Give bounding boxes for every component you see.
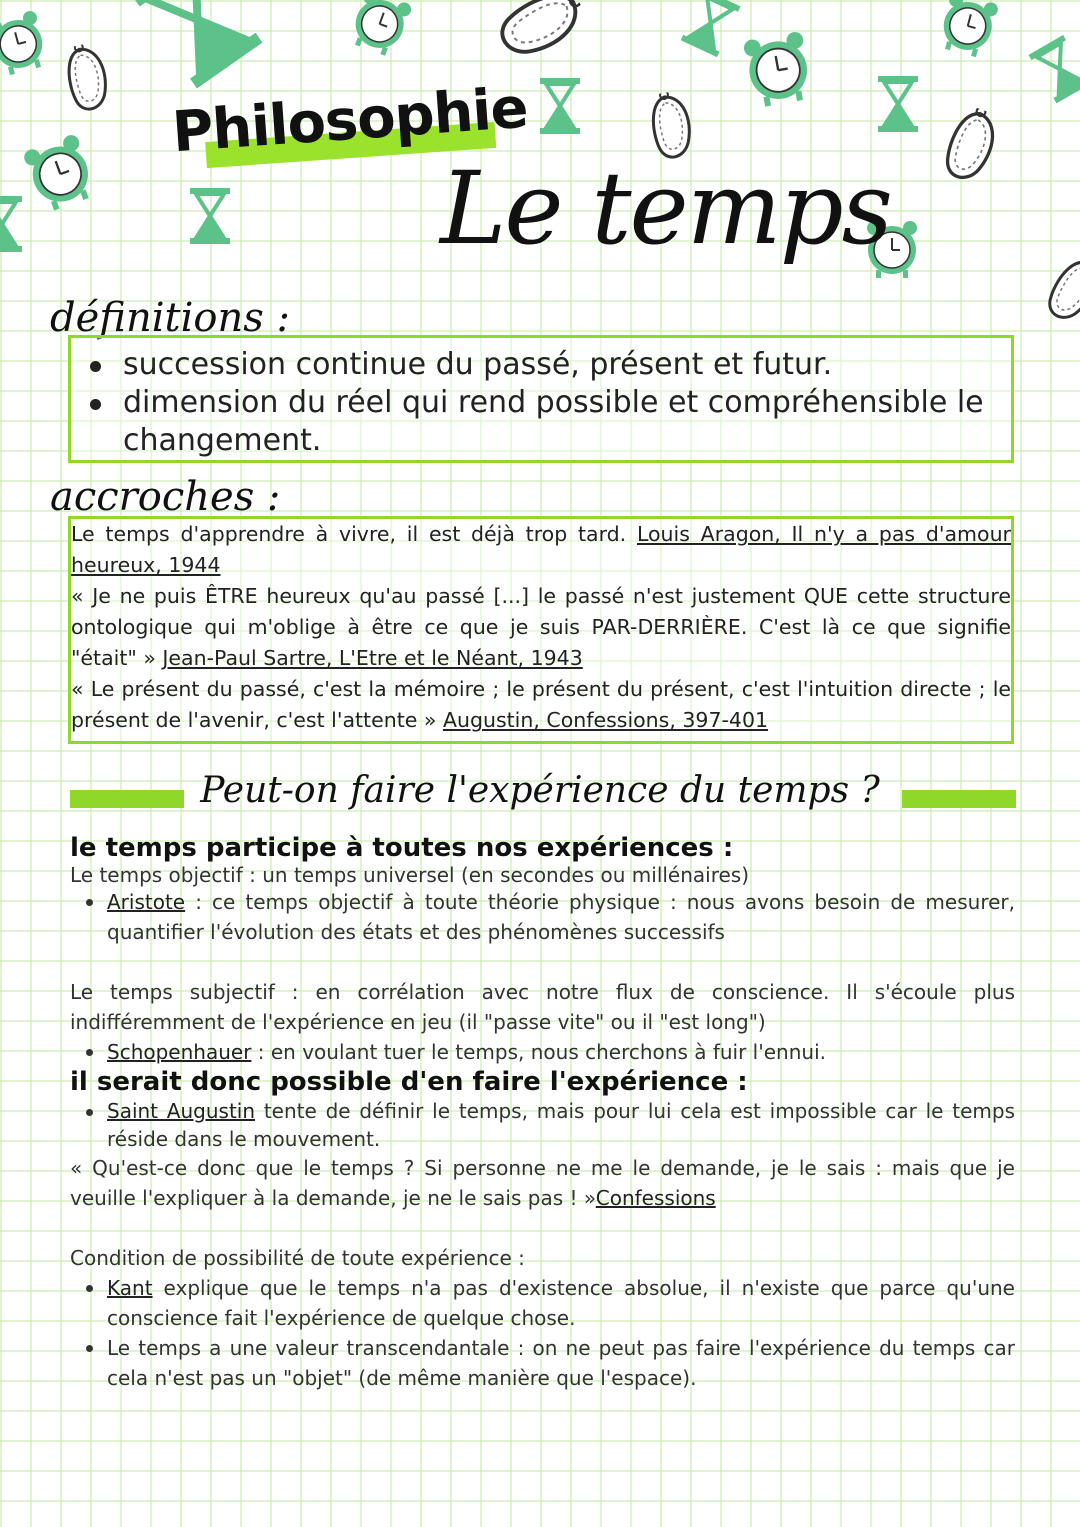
author-link[interactable]: Kant (107, 1276, 153, 1300)
definition-item: dimension du réel qui rend possible et compréhensible le changement. (71, 384, 1011, 460)
list-item (70, 1037, 1015, 1067)
list-item: Le temps a une valeur transcendantale : on ne peut pas faire l'expérience du temps car cela n'est pas un "objet" (de même manière que l'espace). (70, 1333, 1015, 1393)
alarm-clock-icon (341, 0, 420, 64)
section-heading: le temps participe à toutes nos expériences : (70, 833, 734, 863)
alarm-clock-icon (0, 3, 56, 82)
accroches-box (68, 516, 1014, 744)
quote-text: « Qu'est-ce donc que le temps ? Si personne ne me le demande, je le sais : mais que je veuille l'expliquer à la demande, je ne le sais pas ! » (70, 1156, 1015, 1210)
list-item-text: : ce temps objectif à toute théorie physique : nous avons besoin de mesurer, quantifier l'évolution des états et des phénomènes successifs (107, 890, 1015, 944)
list-item-text: tente de définir le temps, mais pour lui cela est impossible car le temps réside dans le mouvement. (107, 1099, 1015, 1151)
definitions-list (71, 346, 1011, 460)
section-title: Peut-on faire l'expérience du temps ? (200, 770, 880, 811)
quote-augustin (71, 674, 1011, 736)
subject-text: Philosophie (170, 75, 530, 166)
section-body (70, 833, 1015, 1393)
list-item-text: : en voulant tuer le temps, nous cherchons à fuir l'ennui. (251, 1040, 826, 1064)
hourglass-icon (0, 196, 26, 254)
quote-text: « Je ne puis ÊTRE heureux qu'au passé [...] le passé n'est justement QUE cette structure ontologique qui m'oblige à être ce que je suis PAR-DERRIÈRE. C'est là ce que signifie "était" » (71, 584, 1011, 670)
quote-source-link[interactable]: Louis Aragon, Il n'y a pas d'amour heureux, 1944 (71, 522, 1011, 577)
quote-sartre (71, 581, 1011, 674)
author-link[interactable]: Aristote (107, 890, 186, 914)
melting-clock-icon (933, 102, 1008, 196)
augustin-quote (70, 1153, 1015, 1213)
definitions-label: définitions : (50, 295, 290, 341)
spacer (70, 1213, 1015, 1243)
bullet-list (70, 1037, 1015, 1067)
author-link[interactable]: Saint Augustin (107, 1099, 256, 1123)
quote-source-link[interactable]: Jean-Paul Sartre, L'Etre et le Néant, 1943 (162, 646, 583, 670)
list-item-text: explique que le temps n'a pas d'existence absolue, il n'existe que parce qu'une conscience fait l'expérience de quelque chose. (107, 1276, 1015, 1330)
melting-clock-icon (59, 40, 119, 122)
spacer (70, 947, 1015, 977)
alarm-clock-icon (930, 0, 1005, 65)
alarm-clock-icon (736, 24, 821, 114)
hourglass-icon (878, 76, 922, 134)
section-heading: il serait donc possible d'en faire l'expérience : (70, 1067, 748, 1097)
definition-item: succession continue du passé, présent et futur. (71, 346, 1011, 384)
subjectif-text: Le temps subjectif : en corrélation avec notre flux de conscience. Il s'écoule plus indifféremment de l'expérience en jeu (il "passe vite" ou il "est long") (70, 980, 1015, 1034)
quote-source-link[interactable]: Confessions (595, 1186, 716, 1210)
quote-source-link[interactable]: Augustin, Confessions, 397-401 (442, 708, 769, 732)
hourglass-icon (133, 0, 272, 92)
quote-aragon (71, 519, 1011, 581)
bullet-list (70, 1273, 1015, 1393)
alarm-clock-icon (15, 126, 106, 221)
objectif-text: Le temps objectif : un temps universel (en secondes ou millénaires) (70, 863, 750, 887)
condition-text: Condition de possibilité de toute expérience : (70, 1246, 525, 1270)
hourglass-icon (680, 0, 744, 61)
page-title: Le temps (440, 150, 891, 267)
quote-text: « Le présent du passé, c'est la mémoire ; le présent du présent, c'est l'intuition directe ; le présent de l'avenir, c'est l'attente » (71, 677, 1011, 732)
list-item (70, 1273, 1015, 1333)
hourglass-icon (190, 188, 234, 246)
bullet-list (70, 887, 1015, 947)
list-item (70, 887, 1015, 947)
bullet-list (70, 1097, 1015, 1153)
author-link[interactable]: Schopenhauer (107, 1040, 252, 1064)
quote-text: Le temps d'apprendre à vivre, il est déjà trop tard. (71, 522, 637, 546)
hourglass-icon (540, 78, 584, 136)
list-item (70, 1097, 1015, 1153)
melting-clock-icon (481, 0, 594, 77)
hourglass-icon (1028, 33, 1080, 105)
accroches-label: accroches : (50, 474, 281, 520)
definitions-box (68, 335, 1014, 463)
melting-clock-icon (1035, 249, 1080, 336)
